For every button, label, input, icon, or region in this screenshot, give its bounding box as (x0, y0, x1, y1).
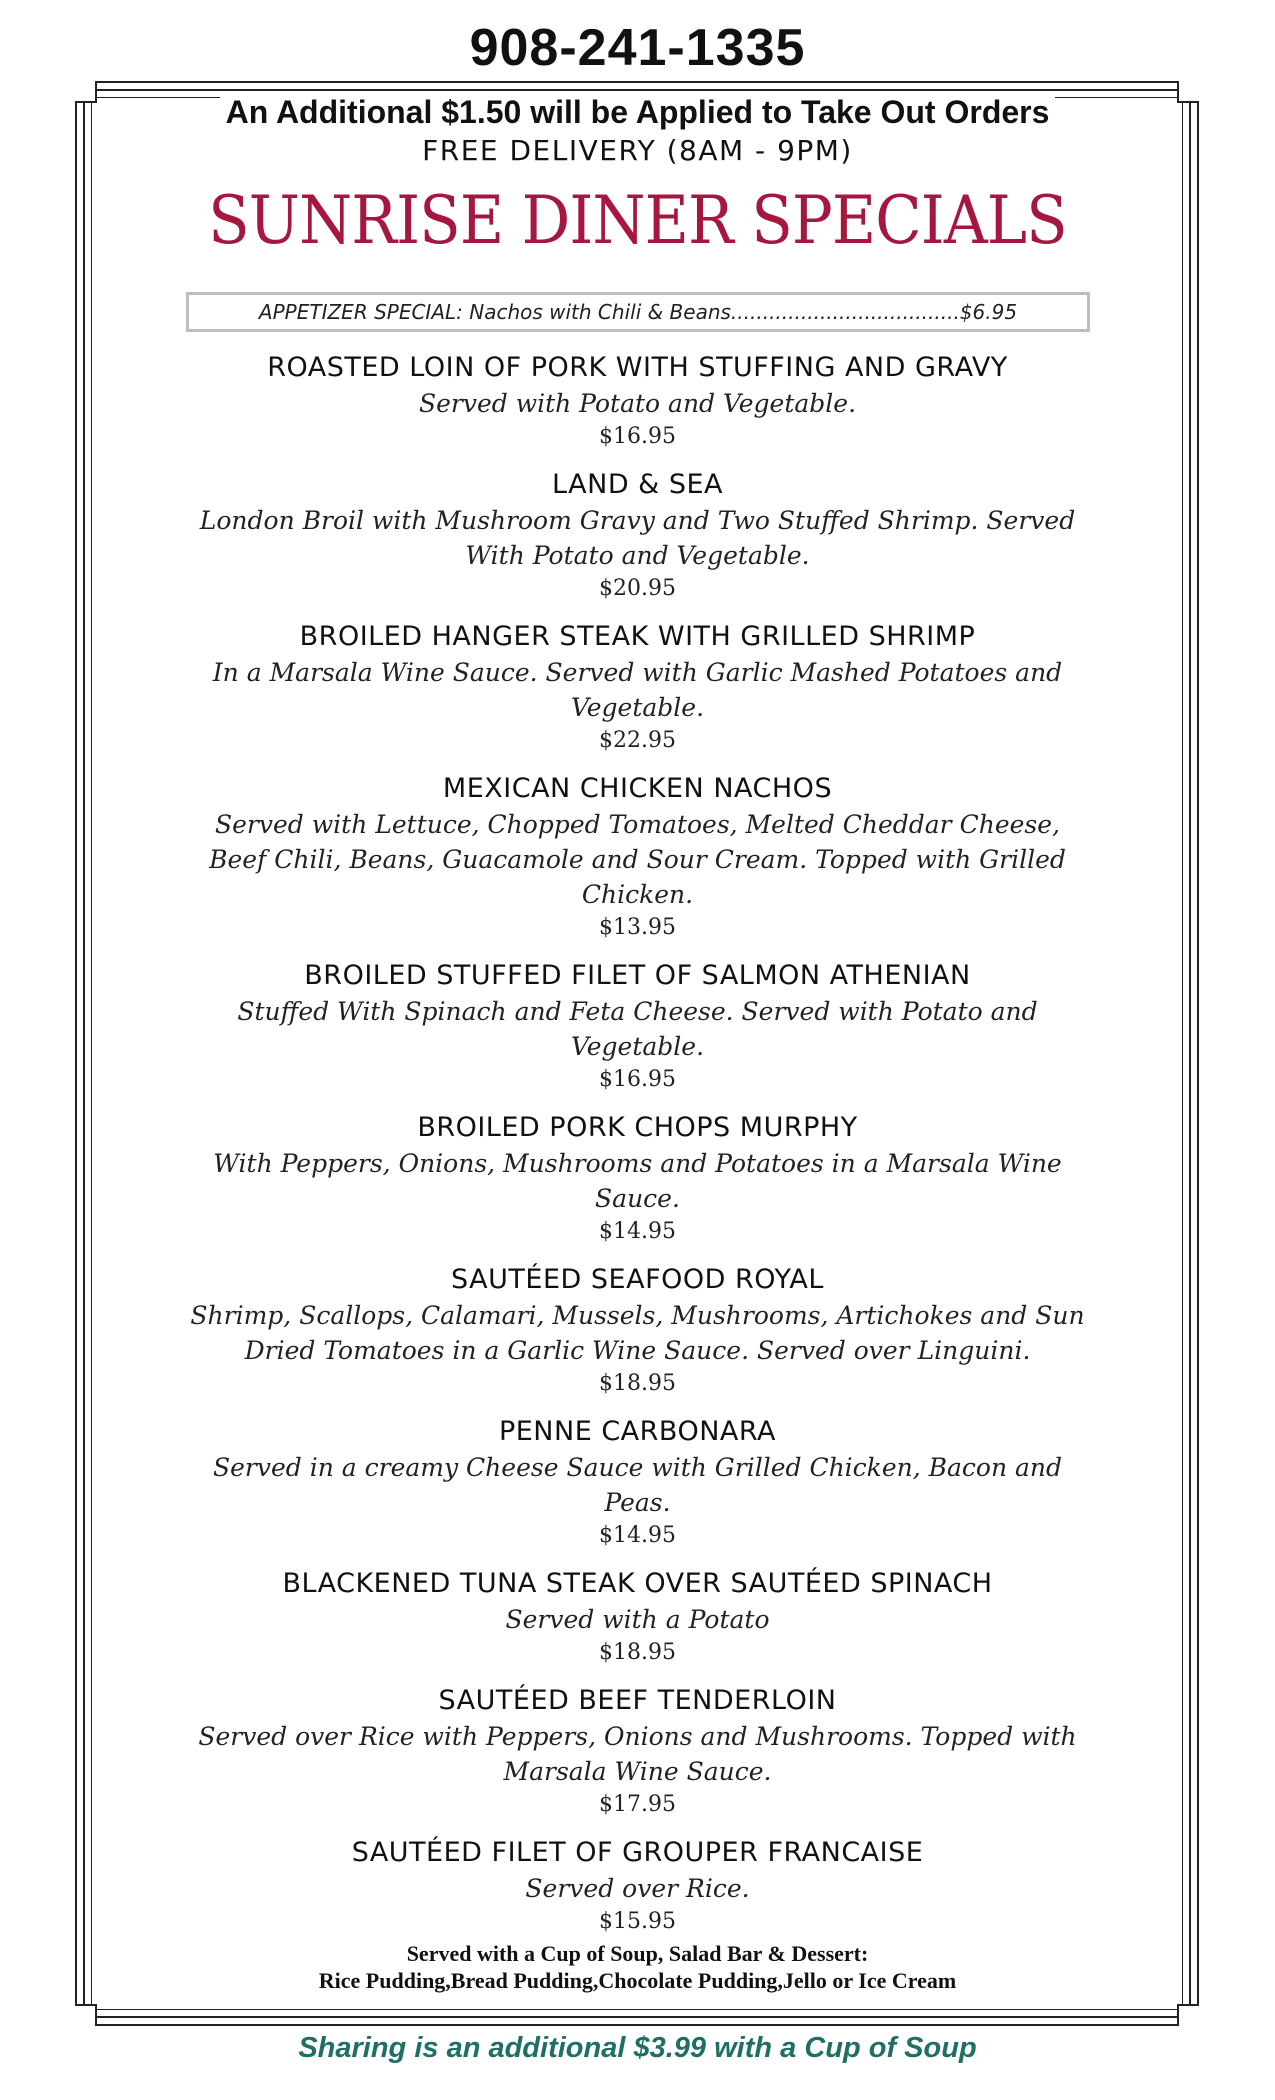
menu-item-name: BROILED PORK CHOPS MURPHY (417, 1112, 858, 1143)
takeout-notice-text: An Additional $1.50 will be Applied to Take Out Orders (220, 94, 1056, 130)
specials-list (150, 350, 1125, 1952)
menu-item-description: Shrimp, Scallops, Calamari, Mussels, Mushrooms, Artichokes and Sun Dried Tomatoes in a Garlic Wine Sauce. Served over Linguini. (190, 1301, 1085, 1365)
menu-item-description: Stuffed With Spinach and Feta Cheese. Served with Potato and Vegetable. (237, 997, 1038, 1061)
menu-item-price: $13.95 (599, 915, 676, 940)
menu-item-description: With Peppers, Onions, Mushrooms and Potatoes in a Marsala Wine Sauce. (213, 1149, 1062, 1213)
menu-item-name: BROILED STUFFED FILET OF SALMON ATHENIAN (304, 960, 971, 991)
menu-item (150, 1262, 1125, 1400)
menu-item (150, 350, 1125, 453)
menu-item (150, 619, 1125, 757)
menu-item-price: $14.95 (599, 1523, 676, 1548)
menu-item-description: Served with Potato and Vegetable. (418, 389, 857, 418)
menu-item (150, 1835, 1125, 1938)
menu-item-name: MEXICAN CHICKEN NACHOS (442, 773, 833, 804)
menu-item (150, 771, 1125, 944)
dessert-options-line: Rice Pudding,Bread Pudding,Chocolate Pudding,Jello or Ice Cream (318, 1968, 957, 1993)
menu-item-name: BROILED HANGER STEAK WITH GRILLED SHRIMP (299, 621, 976, 652)
delivery-info: FREE DELIVERY (8AM - 9PM) (422, 134, 853, 167)
served-with-line: Served with a Cup of Soup, Salad Bar & Dessert: (406, 1941, 869, 1966)
menu-item-price: $18.95 (599, 1640, 676, 1665)
menu-item-price: $16.95 (599, 1067, 676, 1092)
menu-item-name: SAUTÉED BEEF TENDERLOIN (438, 1685, 837, 1716)
menu-item-price: $16.95 (599, 424, 676, 449)
menu-item-name: SAUTÉED FILET OF GROUPER FRANCAISE (351, 1837, 924, 1868)
menu-item-price: $18.95 (599, 1371, 676, 1396)
page-title: SUNRISE DINER SPECIALS (208, 182, 1067, 259)
frame-corner-notch (1177, 2004, 1199, 2026)
menu-item-name: SAUTÉED SEAFOOD ROYAL (451, 1264, 824, 1295)
menu-item-price: $15.95 (599, 1909, 676, 1934)
menu-item-name: ROASTED LOIN OF PORK WITH STUFFING AND GRAVY (267, 352, 1008, 383)
menu-item-description: In a Marsala Wine Sauce. Served with Garlic Mashed Potatoes and Vegetable. (212, 658, 1063, 722)
menu-item (150, 1414, 1125, 1552)
menu-item-price: $22.95 (599, 728, 676, 753)
phone-number: 908-241-1335 (469, 19, 806, 77)
menu-item (150, 467, 1125, 605)
takeout-notice (0, 95, 1275, 130)
menu-item (150, 1110, 1125, 1248)
sharing-fee-note: Sharing is an additional $3.99 with a Cup of Soup (298, 2032, 977, 2064)
menu-item (150, 958, 1125, 1096)
menu-item-price: $17.95 (599, 1792, 676, 1817)
menu-item (150, 1683, 1125, 1821)
menu-item-price: $14.95 (599, 1219, 676, 1244)
menu-item-description: Served over Rice with Peppers, Onions and Mushrooms. Topped with Marsala Wine Sauce. (198, 1722, 1077, 1786)
frame-corner-notch (75, 2004, 97, 2026)
menu-item-price: $20.95 (599, 576, 676, 601)
menu-item-name: PENNE CARBONARA (498, 1416, 777, 1447)
menu-item (150, 1566, 1125, 1669)
appetizer-special-box: APPETIZER SPECIAL: Nachos with Chili & Beans....................................$6.95 (186, 292, 1090, 332)
menu-item-description: Served in a creamy Cheese Sauce with Grilled Chicken, Bacon and Peas. (212, 1453, 1063, 1517)
menu-item-description: Served with a Potato (505, 1605, 770, 1634)
menu-item-name: BLACKENED TUNA STEAK OVER SAUTÉED SPINACH (282, 1568, 993, 1599)
menu-item-description: London Broil with Mushroom Gravy and Two Stuffed Shrimp. Served With Potato and Vegetable. (199, 506, 1076, 570)
menu-item-description: Served over Rice. (525, 1874, 750, 1903)
menu-item-description: Served with Lettuce, Chopped Tomatoes, Melted Cheddar Cheese, Beef Chili, Beans, Guacamole and Sour Cream. Topped with Grilled Chicken. (209, 810, 1066, 909)
served-with-note (0, 1940, 1275, 1994)
menu-item-name: LAND & SEA (551, 469, 723, 500)
